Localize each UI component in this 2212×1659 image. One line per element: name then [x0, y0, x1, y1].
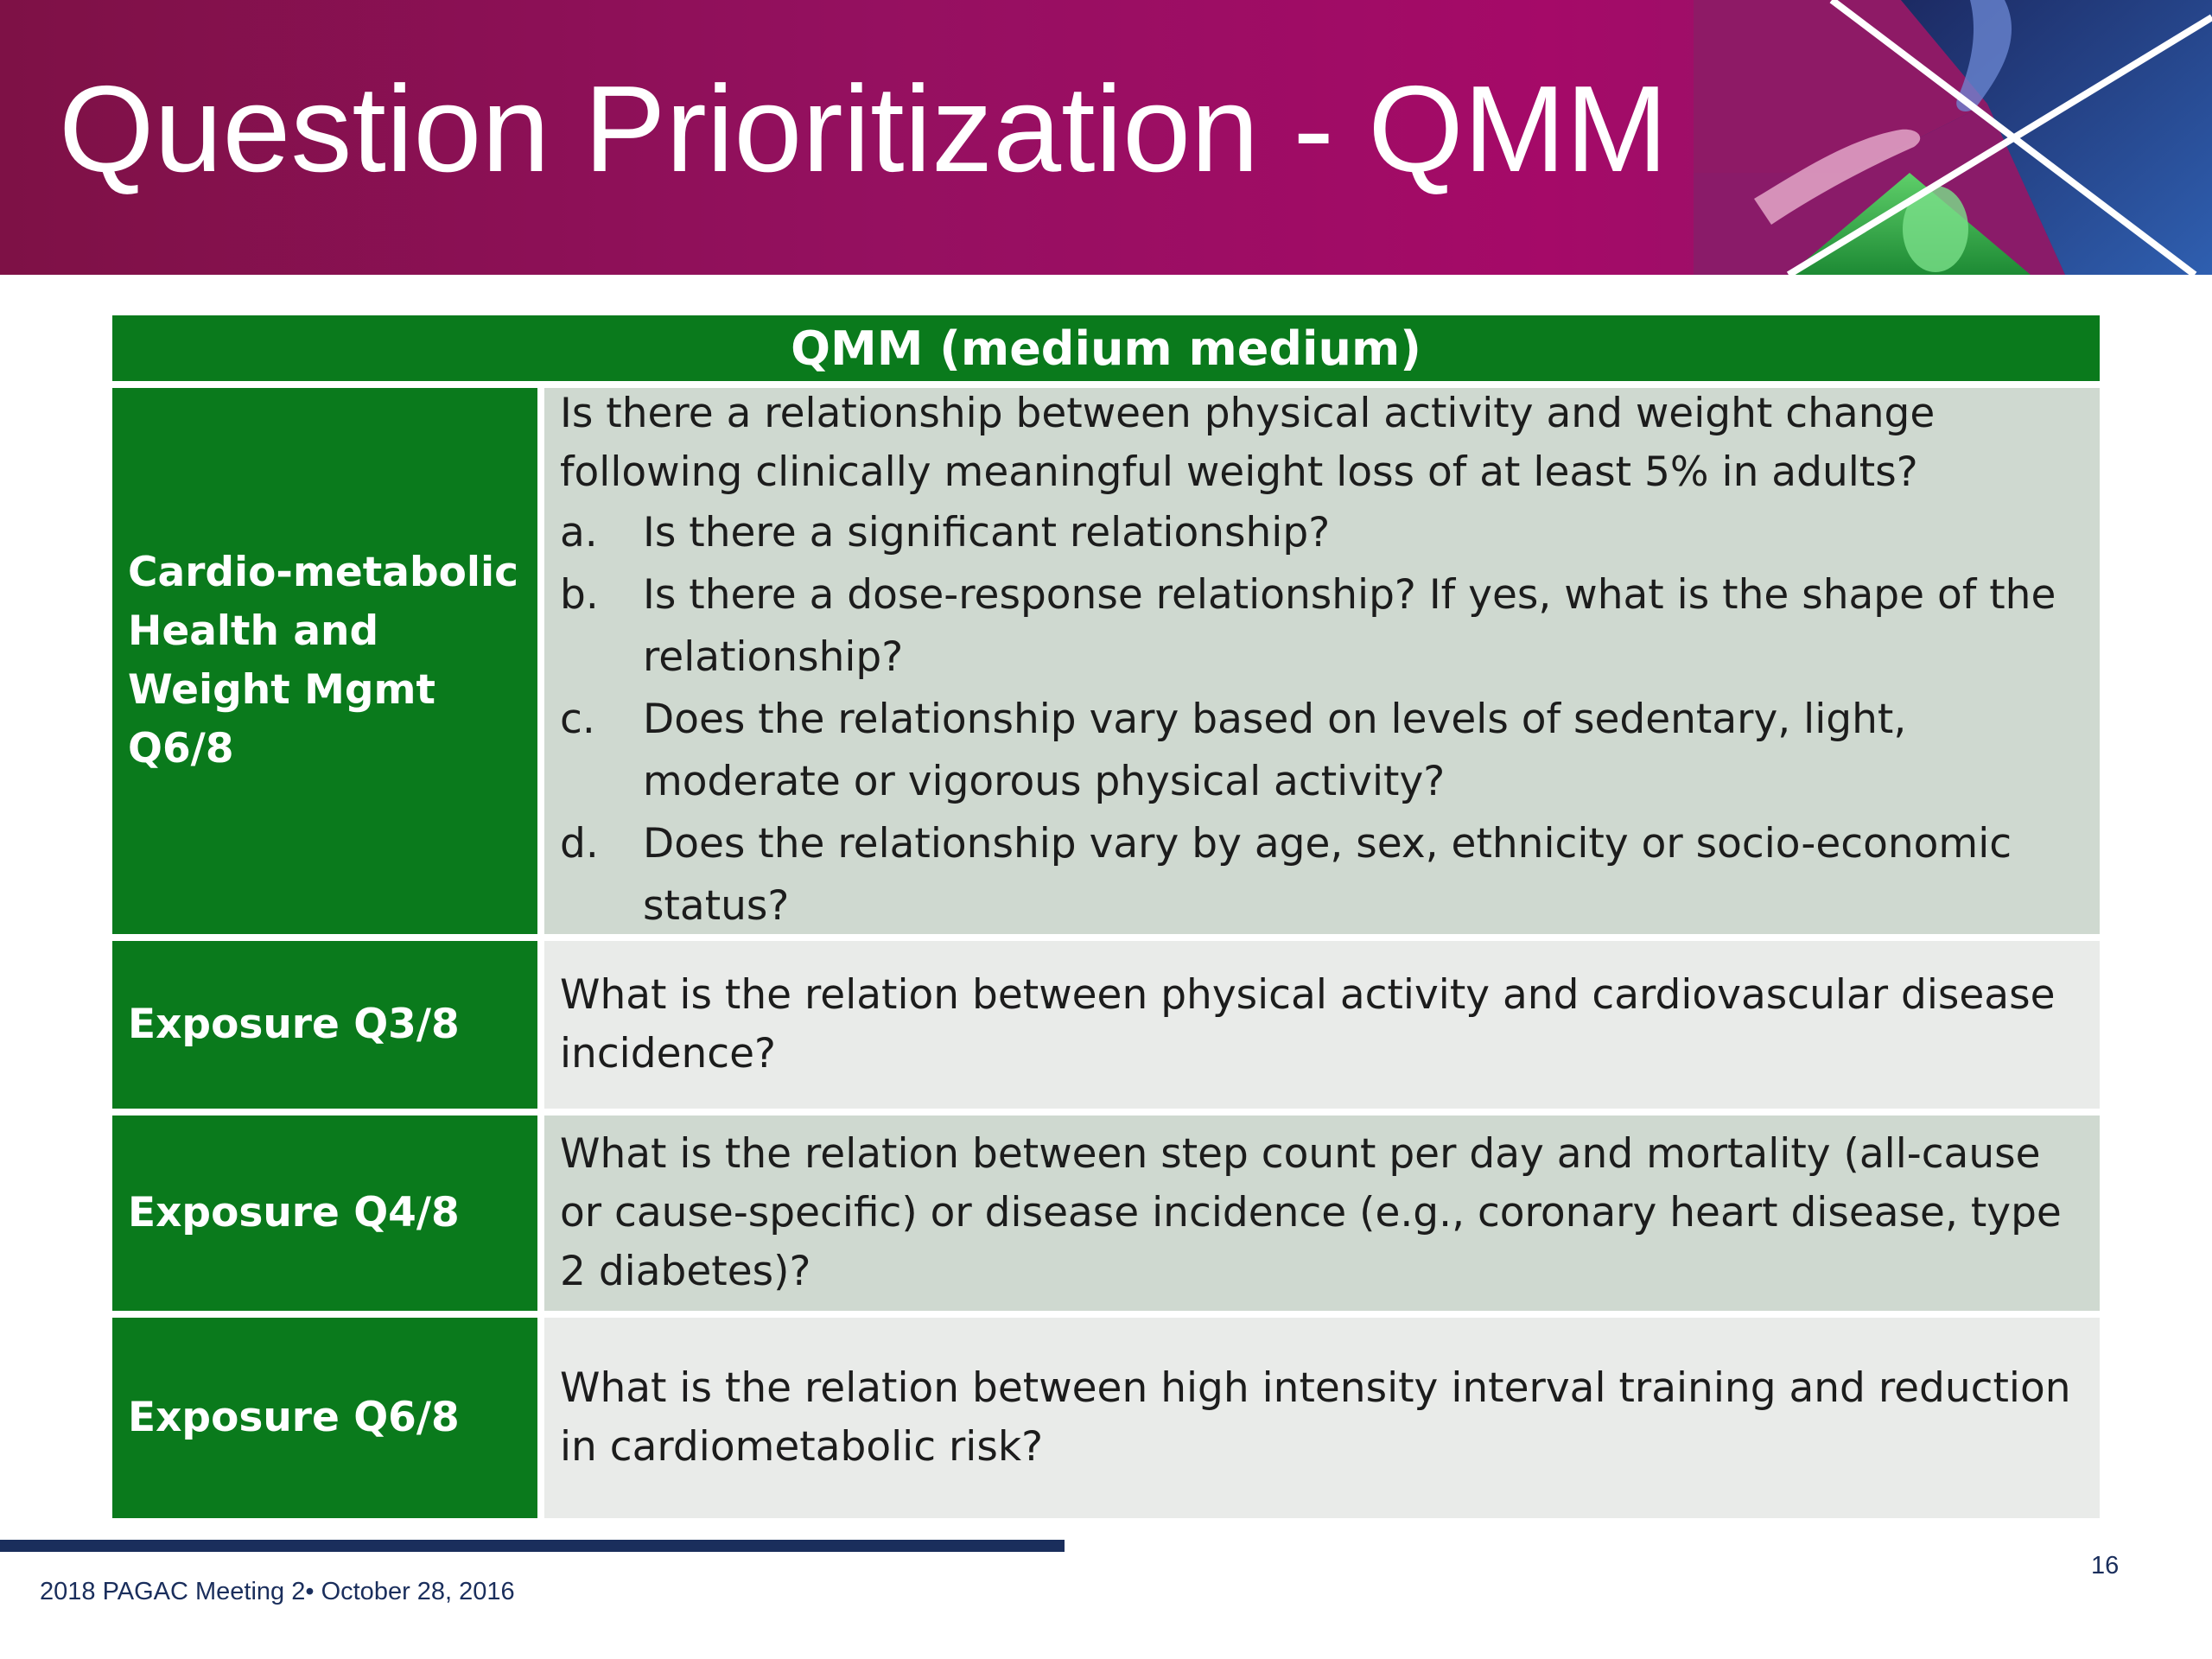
- question-text: Is there a relationship between physical activity and weight change following clinically meaningful weight loss of at least 5% in adults?: [560, 390, 1936, 496]
- list-item: [560, 813, 2084, 938]
- page-number: 16: [2091, 1552, 2120, 1580]
- list-letter: c.: [560, 696, 595, 743]
- list-text: Does the relationship vary by age, sex, ethnicity or socio-economic status?: [643, 820, 2012, 930]
- list-text: Does the relationship vary based on levels of sedentary, light, moderate or vigorous physical activity?: [643, 696, 1907, 805]
- row-content: [544, 1318, 2100, 1518]
- header-decoration-graphic: [1694, 0, 2212, 275]
- table-row: [112, 1318, 2100, 1518]
- footer-meeting-info: 2018 PAGAC Meeting 2• October 28, 2016: [40, 1578, 515, 1605]
- table-row: [112, 941, 2100, 1109]
- question-text: What is the relation between physical activity and cardiovascular disease incidence?: [560, 971, 2056, 1077]
- list-letter: b.: [560, 571, 599, 619]
- row-content: [544, 1116, 2100, 1311]
- footer-divider-bar: [0, 1540, 1065, 1552]
- list-item: [560, 502, 2084, 564]
- row-label: Exposure Q4/8: [112, 1116, 537, 1311]
- question-text: What is the relation between high intensity interval training and reduction in cardiometabolic risk?: [560, 1364, 2071, 1471]
- list-text: Is there a significant relationship?: [643, 509, 1331, 556]
- row-content: [544, 941, 2100, 1109]
- list-letter: a.: [560, 509, 598, 556]
- list-item: [560, 564, 2084, 689]
- row-label: Cardio-metabolic Health and Weight Mgmt Q6/8: [112, 388, 537, 934]
- list-text: Is there a dose-response relationship? If yes, what is the shape of the relationship?: [643, 571, 2056, 681]
- question-text: What is the relation between step count per day and mortality (all-cause or cause-specific) or disease incidence (e.g., coronary heart disease, type 2 diabetes)?: [560, 1130, 2062, 1295]
- row-label: Exposure Q6/8: [112, 1318, 537, 1518]
- slide-header: [0, 0, 2212, 275]
- subquestion-list: [560, 502, 2084, 938]
- table-row: [112, 388, 2100, 934]
- list-item: [560, 689, 2084, 813]
- row-content: [544, 388, 2100, 934]
- table-header: QMM (medium medium): [112, 315, 2100, 381]
- row-label: Exposure Q3/8: [112, 941, 537, 1109]
- questions-table: [112, 315, 2100, 1518]
- list-letter: d.: [560, 820, 599, 868]
- slide-title: Question Prioritization - QMM: [59, 60, 1669, 198]
- table-row: [112, 1116, 2100, 1311]
